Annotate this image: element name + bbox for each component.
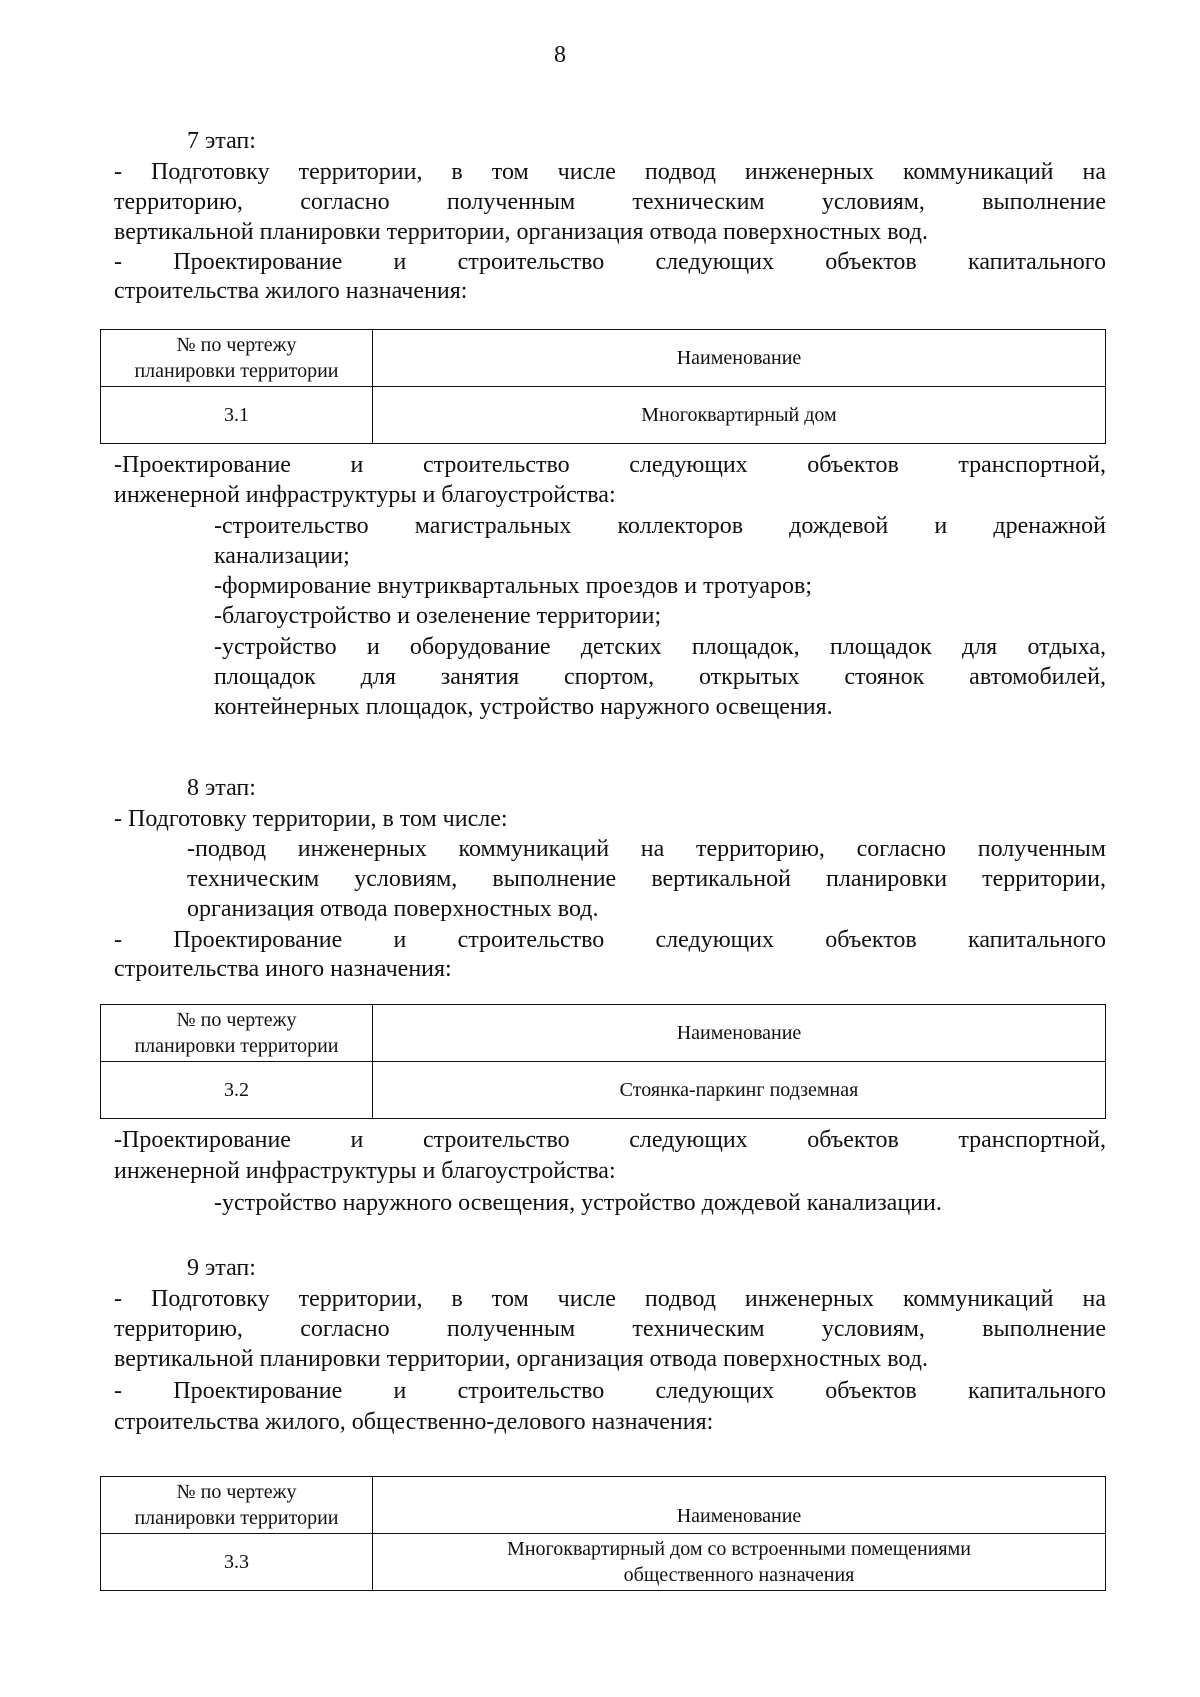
table-row xyxy=(101,387,1106,444)
objects-table-stage-7 xyxy=(100,329,1106,444)
cell-name xyxy=(373,1534,1106,1591)
header-name: Наименование xyxy=(373,1005,1106,1062)
cell-name: Многоквартирный дом xyxy=(373,387,1106,444)
header-name: Наименование xyxy=(373,1477,1106,1534)
table-header-row xyxy=(101,330,1106,387)
list-item-line: -устройство и оборудование детских площадок, площадок для отдыха, xyxy=(214,634,1106,660)
paragraph-line: -Проектирование и строительство следующих объектов транспортной, xyxy=(114,452,1106,478)
header-line: планировки территории xyxy=(134,1507,339,1529)
paragraph-line: строительства жилого, общественно-делового назначения: xyxy=(114,1409,714,1435)
paragraph-line: - Проектирование и строительство следующих объектов капитального xyxy=(114,249,1106,275)
paragraph-line: - Подготовку территории, в том числе подвод инженерных коммуникаций на xyxy=(114,1286,1106,1312)
cell-name: Стоянка-паркинг подземная xyxy=(373,1062,1106,1119)
list-item-line: техническим условиям, выполнение вертикальной планировки территории, xyxy=(187,866,1106,892)
list-item-line: -устройство наружного освещения, устройство дождевой канализации. xyxy=(214,1190,942,1216)
cell-number: 3.1 xyxy=(101,387,373,444)
table-header-row xyxy=(101,1005,1106,1062)
header-name: Наименование xyxy=(373,330,1106,387)
header-drawing-number xyxy=(101,330,373,387)
list-item-line: -подвод инженерных коммуникаций на территорию, согласно полученным xyxy=(187,836,1106,862)
paragraph-line: вертикальной планировки территории, организация отвода поверхностных вод. xyxy=(114,1346,928,1372)
list-item-line: -благоустройство и озеленение территории; xyxy=(214,603,662,629)
cell-number: 3.3 xyxy=(101,1534,373,1591)
objects-table-stage-9 xyxy=(100,1476,1106,1591)
stage-8-title: 8 этап: xyxy=(187,775,256,801)
objects-table-stage-8 xyxy=(100,1004,1106,1119)
list-item-line: организация отвода поверхностных вод. xyxy=(187,896,599,922)
paragraph-line: - Проектирование и строительство следующих объектов капитального xyxy=(114,1378,1106,1404)
header-drawing-number xyxy=(101,1005,373,1062)
list-item-line: -формирование внутриквартальных проездов и тротуаров; xyxy=(214,573,813,599)
cell-name-line: общественного назначения xyxy=(623,1564,855,1586)
list-item-line: контейнерных площадок, устройство наружного освещения. xyxy=(214,694,833,720)
table-row xyxy=(101,1534,1106,1591)
stage-7-title: 7 этап: xyxy=(187,128,256,154)
page-number: 8 xyxy=(554,42,566,68)
paragraph-line: вертикальной планировки территории, организация отвода поверхностных вод. xyxy=(114,219,928,245)
paragraph-line: строительства иного назначения: xyxy=(114,956,452,982)
header-line: № по чертежу xyxy=(176,334,297,356)
list-item-line: канализации; xyxy=(214,543,350,569)
stage-9-title: 9 этап: xyxy=(187,1255,256,1281)
table-row xyxy=(101,1062,1106,1119)
paragraph-line: территорию, согласно полученным техническим условиям, выполнение xyxy=(114,1316,1106,1342)
list-item-line: -строительство магистральных коллекторов дождевой и дренажной xyxy=(214,513,1106,539)
paragraph-line: инженерной инфраструктуры и благоустройства: xyxy=(114,1158,616,1184)
list-item-line: площадок для занятия спортом, открытых стоянок автомобилей, xyxy=(214,664,1106,690)
paragraph-line: - Подготовку территории, в том числе подвод инженерных коммуникаций на xyxy=(114,159,1106,185)
header-line: планировки территории xyxy=(134,1035,339,1057)
paragraph-line: территорию, согласно полученным техническим условиям, выполнение xyxy=(114,189,1106,215)
table-header-row xyxy=(101,1477,1106,1534)
paragraph-line: - Проектирование и строительство следующих объектов капитального xyxy=(114,927,1106,953)
paragraph-line: - Подготовку территории, в том числе: xyxy=(114,806,508,832)
cell-number: 3.2 xyxy=(101,1062,373,1119)
paragraph-line: -Проектирование и строительство следующих объектов транспортной, xyxy=(114,1127,1106,1153)
paragraph-line: строительства жилого назначения: xyxy=(114,278,468,304)
header-line: планировки территории xyxy=(134,360,339,382)
header-line: № по чертежу xyxy=(176,1481,297,1503)
header-line: № по чертежу xyxy=(176,1009,297,1031)
header-drawing-number xyxy=(101,1477,373,1534)
paragraph-line: инженерной инфраструктуры и благоустройства: xyxy=(114,482,616,508)
cell-name-line: Многоквартирный дом со встроенными помещениями xyxy=(507,1538,971,1560)
